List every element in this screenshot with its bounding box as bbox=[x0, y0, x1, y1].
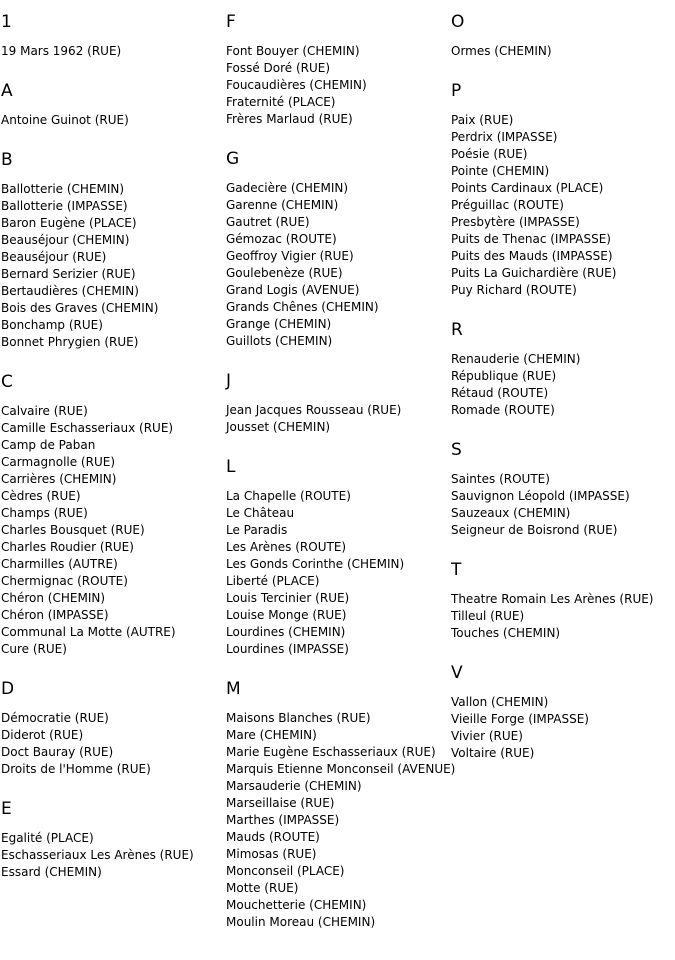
street-entry: Communal La Motte (AUTRE) bbox=[1, 625, 176, 639]
street-list bbox=[1, 710, 226, 778]
street-entry: Puits La Guichardière (RUE) bbox=[451, 266, 617, 280]
street-entry: Grands Chênes (CHEMIN) bbox=[226, 300, 379, 314]
index-column-1 bbox=[1, 0, 226, 902]
street-entry: Marie Eugène Eschasseriaux (RUE) bbox=[226, 745, 436, 759]
section-letter-heading: B bbox=[1, 150, 13, 170]
street-entry: Puy Richard (ROUTE) bbox=[451, 283, 577, 297]
street-entry: Paix (RUE) bbox=[451, 113, 514, 127]
street-entry: Antoine Guinot (RUE) bbox=[1, 113, 129, 127]
street-entry: Vieille Forge (IMPASSE) bbox=[451, 712, 589, 726]
street-entry: Egalité (PLACE) bbox=[1, 831, 94, 845]
letter-section bbox=[1, 372, 226, 658]
street-entry: Touches (CHEMIN) bbox=[451, 626, 561, 640]
street-entry: Grange (CHEMIN) bbox=[226, 317, 332, 331]
letter-section bbox=[451, 663, 675, 762]
section-letter-heading: S bbox=[451, 440, 462, 460]
street-entry: Marquis Etienne Monconseil (AVENUE) bbox=[226, 762, 456, 776]
street-entry: Les Gonds Corinthe (CHEMIN) bbox=[226, 557, 405, 571]
street-entry: Marthes (IMPASSE) bbox=[226, 813, 340, 827]
street-entry: Theatre Romain Les Arènes (RUE) bbox=[451, 592, 654, 606]
street-entry: Chermignac (ROUTE) bbox=[1, 574, 128, 588]
street-entry: Vivier (RUE) bbox=[451, 729, 523, 743]
street-entry: Geoffroy Vigier (RUE) bbox=[226, 249, 354, 263]
street-entry: Bonchamp (RUE) bbox=[1, 318, 103, 332]
section-letter-heading: E bbox=[1, 799, 12, 819]
street-entry: Lourdines (IMPASSE) bbox=[226, 642, 349, 656]
section-letter-heading: R bbox=[451, 320, 463, 340]
section-letter-heading: J bbox=[226, 371, 232, 391]
index-column-3 bbox=[451, 0, 675, 783]
street-entry: Maisons Blanches (RUE) bbox=[226, 711, 371, 725]
street-entry: Saintes (ROUTE) bbox=[451, 472, 550, 486]
street-entry: Gémozac (ROUTE) bbox=[226, 232, 337, 246]
street-entry: Chéron (IMPASSE) bbox=[1, 608, 109, 622]
letter-section bbox=[451, 560, 675, 642]
street-entry: Poésie (RUE) bbox=[451, 147, 528, 161]
letter-section bbox=[1, 150, 226, 351]
letter-section bbox=[226, 679, 456, 931]
street-list bbox=[451, 694, 675, 762]
street-entry: Essard (CHEMIN) bbox=[1, 865, 102, 879]
street-entry: Diderot (RUE) bbox=[1, 728, 84, 742]
section-letter-heading: L bbox=[226, 457, 236, 477]
street-entry: Lourdines (CHEMIN) bbox=[226, 625, 346, 639]
street-entry: Sauzeaux (CHEMIN) bbox=[451, 506, 571, 520]
letter-section bbox=[451, 440, 675, 539]
letter-section bbox=[451, 81, 675, 299]
street-entry: Doct Bauray (RUE) bbox=[1, 745, 114, 759]
section-letter-heading: C bbox=[1, 372, 13, 392]
street-list bbox=[451, 471, 675, 539]
section-letter-heading: V bbox=[451, 663, 463, 683]
street-entry: Puits de Thenac (IMPASSE) bbox=[451, 232, 611, 246]
street-entry: Camille Eschasseriaux (RUE) bbox=[1, 421, 174, 435]
street-entry: Préguillac (ROUTE) bbox=[451, 198, 564, 212]
street-entry: Gautret (RUE) bbox=[226, 215, 310, 229]
street-entry: Baron Eugène (PLACE) bbox=[1, 216, 137, 230]
street-list bbox=[451, 351, 675, 419]
letter-section bbox=[226, 149, 451, 350]
street-entry: La Chapelle (ROUTE) bbox=[226, 489, 351, 503]
street-list bbox=[1, 403, 226, 658]
street-entry: Camp de Paban bbox=[1, 438, 96, 452]
street-entry: Mare (CHEMIN) bbox=[226, 728, 317, 742]
street-entry: Champs (RUE) bbox=[1, 506, 88, 520]
street-entry: Charmilles (AUTRE) bbox=[1, 557, 118, 571]
street-entry: Sauvignon Léopold (IMPASSE) bbox=[451, 489, 630, 503]
street-entry: Fossé Doré (RUE) bbox=[226, 61, 331, 75]
letter-section bbox=[226, 12, 451, 128]
street-entry: Mauds (ROUTE) bbox=[226, 830, 320, 844]
street-entry: Calvaire (RUE) bbox=[1, 404, 88, 418]
street-entry: Louise Monge (RUE) bbox=[226, 608, 347, 622]
street-entry: Cèdres (RUE) bbox=[1, 489, 81, 503]
street-entry: Mimosas (RUE) bbox=[226, 847, 317, 861]
street-entry: Marseillaise (RUE) bbox=[226, 796, 335, 810]
street-list bbox=[1, 112, 226, 129]
street-list bbox=[226, 710, 456, 931]
section-letter-heading: P bbox=[451, 81, 462, 101]
street-list bbox=[226, 43, 451, 128]
section-letter-heading: O bbox=[451, 12, 465, 32]
letter-section bbox=[1, 679, 226, 778]
street-entry: Vallon (CHEMIN) bbox=[451, 695, 549, 709]
street-entry: Moulin Moreau (CHEMIN) bbox=[226, 915, 376, 929]
street-list bbox=[451, 43, 675, 60]
street-entry: Renauderie (CHEMIN) bbox=[451, 352, 581, 366]
street-entry: Bois des Graves (CHEMIN) bbox=[1, 301, 159, 315]
street-entry: Beauséjour (CHEMIN) bbox=[1, 233, 130, 247]
street-entry: Jean Jacques Rousseau (RUE) bbox=[226, 403, 402, 417]
street-entry: Monconseil (PLACE) bbox=[226, 864, 345, 878]
street-list bbox=[451, 591, 675, 642]
street-entry: Bertaudières (CHEMIN) bbox=[1, 284, 139, 298]
street-entry: Grand Logis (AVENUE) bbox=[226, 283, 360, 297]
street-entry: Beauséjour (RUE) bbox=[1, 250, 107, 264]
street-entry: Perdrix (IMPASSE) bbox=[451, 130, 558, 144]
letter-section bbox=[451, 12, 675, 60]
street-entry: Goulebenèze (RUE) bbox=[226, 266, 343, 280]
street-entry: Liberté (PLACE) bbox=[226, 574, 320, 588]
street-entry: Ballotterie (IMPASSE) bbox=[1, 199, 128, 213]
street-entry: Le Château bbox=[226, 506, 295, 520]
street-entry: Motte (RUE) bbox=[226, 881, 299, 895]
street-entry: Louis Tercinier (RUE) bbox=[226, 591, 350, 605]
street-list bbox=[451, 112, 675, 299]
street-entry: Ormes (CHEMIN) bbox=[451, 44, 552, 58]
street-entry: Pointe (CHEMIN) bbox=[451, 164, 550, 178]
street-entry: Charles Bousquet (RUE) bbox=[1, 523, 145, 537]
letter-section bbox=[226, 371, 451, 436]
street-entry: Carmagnolle (RUE) bbox=[1, 455, 115, 469]
street-entry: Bernard Serizier (RUE) bbox=[1, 267, 136, 281]
street-entry: Marsauderie (CHEMIN) bbox=[226, 779, 362, 793]
section-letter-heading: 1 bbox=[1, 12, 12, 32]
street-entry: Foucaudières (CHEMIN) bbox=[226, 78, 367, 92]
letter-section bbox=[451, 320, 675, 419]
section-letter-heading: F bbox=[226, 12, 236, 32]
street-entry: Guillots (CHEMIN) bbox=[226, 334, 333, 348]
section-letter-heading: T bbox=[451, 560, 462, 580]
street-list bbox=[1, 830, 226, 881]
street-entry: Bonnet Phrygien (RUE) bbox=[1, 335, 139, 349]
street-list bbox=[226, 180, 451, 350]
street-entry: Eschasseriaux Les Arènes (RUE) bbox=[1, 848, 194, 862]
street-entry: Le Paradis bbox=[226, 523, 288, 537]
street-entry: Tilleul (RUE) bbox=[451, 609, 525, 623]
section-letter-heading: M bbox=[226, 679, 241, 699]
street-entry: Font Bouyer (CHEMIN) bbox=[226, 44, 360, 58]
section-letter-heading: A bbox=[1, 81, 13, 101]
street-entry: Carrières (CHEMIN) bbox=[1, 472, 117, 486]
street-entry: Presbytère (IMPASSE) bbox=[451, 215, 580, 229]
street-entry: Frères Marlaud (RUE) bbox=[226, 112, 353, 126]
street-list bbox=[226, 402, 451, 436]
street-entry: Les Arènes (ROUTE) bbox=[226, 540, 347, 554]
street-entry: République (RUE) bbox=[451, 369, 557, 383]
street-entry: Fraternité (PLACE) bbox=[226, 95, 336, 109]
street-list bbox=[1, 43, 226, 60]
street-entry: Cure (RUE) bbox=[1, 642, 67, 656]
street-entry: Rétaud (ROUTE) bbox=[451, 386, 549, 400]
letter-section bbox=[1, 81, 226, 129]
letter-section bbox=[1, 799, 226, 881]
section-letter-heading: D bbox=[1, 679, 15, 699]
street-entry: Droits de l'Homme (RUE) bbox=[1, 762, 151, 776]
street-entry: Mouchetterie (CHEMIN) bbox=[226, 898, 367, 912]
street-entry: Voltaire (RUE) bbox=[451, 746, 535, 760]
street-entry: Garenne (CHEMIN) bbox=[226, 198, 339, 212]
street-entry: Charles Roudier (RUE) bbox=[1, 540, 134, 554]
letter-section bbox=[1, 12, 226, 60]
street-entry: Démocratie (RUE) bbox=[1, 711, 109, 725]
street-entry: Chéron (CHEMIN) bbox=[1, 591, 106, 605]
street-entry: Jousset (CHEMIN) bbox=[226, 420, 331, 434]
street-entry: Ballotterie (CHEMIN) bbox=[1, 182, 125, 196]
section-letter-heading: G bbox=[226, 149, 240, 169]
street-entry: Romade (ROUTE) bbox=[451, 403, 555, 417]
street-list bbox=[1, 181, 226, 351]
street-entry: 19 Mars 1962 (RUE) bbox=[1, 44, 122, 58]
street-entry: Points Cardinaux (PLACE) bbox=[451, 181, 604, 195]
street-entry: Gadecière (CHEMIN) bbox=[226, 181, 349, 195]
index-column-2 bbox=[226, 0, 456, 952]
street-list bbox=[226, 488, 451, 658]
street-entry: Seigneur de Boisrond (RUE) bbox=[451, 523, 618, 537]
letter-section bbox=[226, 457, 451, 658]
street-entry: Puits des Mauds (IMPASSE) bbox=[451, 249, 613, 263]
